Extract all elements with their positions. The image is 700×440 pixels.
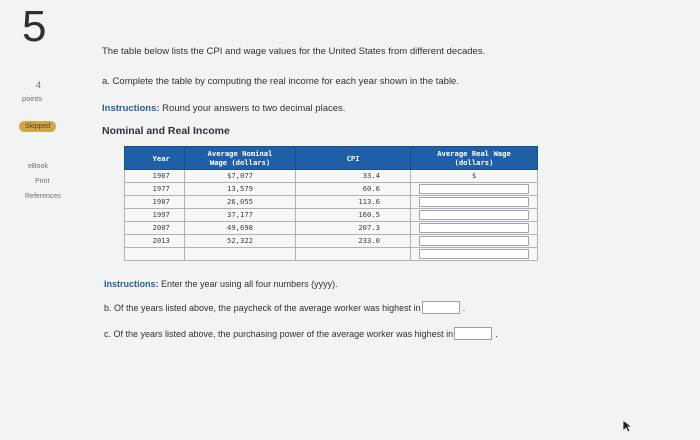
wage-cell xyxy=(184,170,295,183)
real-wage-cell xyxy=(411,248,538,261)
header-wage-line2: Wage (dollars) xyxy=(209,158,271,167)
real-wage-cell xyxy=(411,170,538,183)
header-year: Year xyxy=(125,147,185,170)
part-c-year-input[interactable] xyxy=(454,327,492,340)
header-real-wage xyxy=(411,147,538,170)
instructions-text: Round your answers to two decimal places. xyxy=(159,103,346,114)
year-cell: 1967 xyxy=(125,170,185,183)
table-row xyxy=(125,196,538,209)
wage-cell xyxy=(184,248,295,261)
real-wage-input[interactable] xyxy=(419,236,529,246)
print-link[interactable]: Print xyxy=(35,178,50,185)
left-rail xyxy=(0,0,82,440)
ebook-link[interactable]: eBook xyxy=(28,163,48,170)
real-wage-input[interactable] xyxy=(419,223,529,233)
part-b xyxy=(104,301,465,314)
wage-cell: 52,322 xyxy=(184,235,295,248)
references-link[interactable]: References xyxy=(25,193,61,200)
income-table xyxy=(124,146,538,261)
real-wage-cell xyxy=(411,222,538,235)
points-label: points xyxy=(22,94,43,103)
cpi-cell: 207.3 xyxy=(296,222,411,235)
table-title: Nominal and Real Income xyxy=(102,125,230,137)
year-instructions xyxy=(104,279,338,289)
year-instructions-text: Enter the year using all four numbers (yyyy). xyxy=(158,279,338,289)
table-row xyxy=(125,183,538,196)
table-row xyxy=(125,209,538,222)
table-row xyxy=(125,235,538,248)
real-wage-input[interactable] xyxy=(419,210,529,220)
part-c-text: c. Of the years listed above, the purchasing power of the average worker was highest in xyxy=(104,328,454,339)
real-currency-symbol: $ xyxy=(471,172,477,180)
year-cell: 2007 xyxy=(125,222,185,235)
table-row xyxy=(125,170,538,183)
real-wage-cell xyxy=(411,183,538,196)
header-wage-line1: Average Nominal xyxy=(207,149,273,158)
part-c xyxy=(104,327,498,340)
header-cpi: CPI xyxy=(296,147,411,170)
year-cell: 1977 xyxy=(125,183,185,196)
wage-cell: 26,055 xyxy=(184,196,295,209)
cpi-cell: 33.4 xyxy=(296,170,411,183)
mouse-cursor-icon xyxy=(622,419,634,433)
cpi-cell: 60.6 xyxy=(296,183,411,196)
wage-value: 7,077 xyxy=(231,171,253,180)
year-cell xyxy=(125,248,185,261)
header-real-line2: (dollars) xyxy=(454,158,494,167)
real-wage-input[interactable] xyxy=(419,184,529,194)
resource-links xyxy=(25,163,61,200)
year-cell: 1997 xyxy=(125,209,185,222)
part-b-period: . xyxy=(462,302,466,313)
cpi-cell: 160.5 xyxy=(296,209,411,222)
part-a-text: a. Complete the table by computing the real income for each year shown in the table. xyxy=(102,76,459,87)
cpi-cell xyxy=(296,248,411,261)
currency-symbol: $ xyxy=(227,171,232,180)
cpi-cell: 113.6 xyxy=(296,196,411,209)
wage-cell: 37,177 xyxy=(184,209,295,222)
part-b-year-input[interactable] xyxy=(422,301,460,314)
wage-cell: 49,698 xyxy=(184,222,295,235)
instructions-label: Instructions: xyxy=(102,103,160,114)
points-value: 4 xyxy=(36,80,42,90)
year-cell: 1987 xyxy=(125,196,185,209)
part-c-period: . xyxy=(495,328,498,339)
table-row xyxy=(125,248,538,261)
wage-cell: 13,579 xyxy=(184,183,295,196)
status-badge: Skipped xyxy=(19,121,56,132)
real-wage-cell xyxy=(411,235,538,248)
real-wage-input[interactable] xyxy=(419,197,529,207)
cpi-cell: 233.0 xyxy=(296,235,411,248)
year-instructions-label: Instructions: xyxy=(104,279,159,289)
table-row xyxy=(125,222,538,235)
real-wage-input[interactable] xyxy=(419,249,529,259)
header-nominal-wage xyxy=(184,147,295,170)
part-b-text: b. Of the years listed above, the paycheck of the average worker was highest in xyxy=(104,302,421,313)
real-wage-cell xyxy=(411,196,538,209)
header-real-line1: Average Real Wage xyxy=(437,149,511,158)
year-cell: 2013 xyxy=(125,235,185,248)
question-number: 5 xyxy=(22,2,47,51)
intro-text: The table below lists the CPI and wage values for the United States from different decades. xyxy=(102,46,486,57)
real-wage-cell xyxy=(411,209,538,222)
instructions xyxy=(102,103,345,114)
